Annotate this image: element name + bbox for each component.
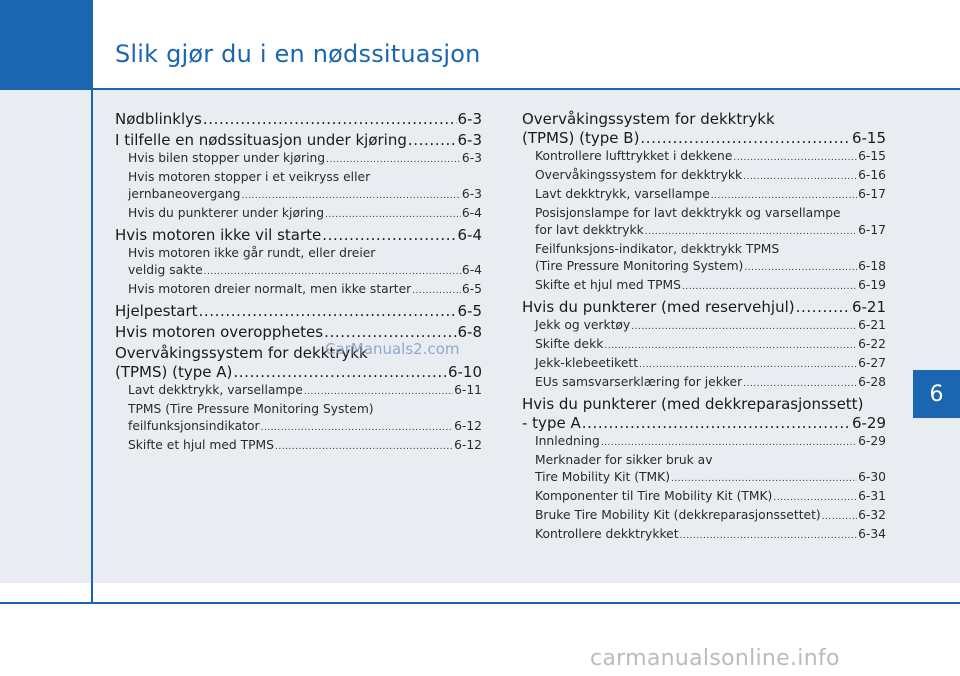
toc-entry-label: Hjelpestart xyxy=(115,302,198,320)
toc-entry[interactable] xyxy=(115,110,482,129)
watermark-footer: carmanualsonline.info xyxy=(590,646,840,671)
toc-entry-page: 6-3 xyxy=(461,187,482,201)
margin-rule xyxy=(91,0,93,603)
dot-leader xyxy=(241,188,460,205)
toc-entry-label: Hvis bilen stopper under kjøring xyxy=(128,151,326,165)
toc-entry-page: 6-28 xyxy=(858,375,886,389)
toc-entry[interactable] xyxy=(522,526,886,545)
dot-leader xyxy=(711,188,857,205)
toc-entry-page: 6-30 xyxy=(858,470,886,484)
toc-entry-label: veldig sakte xyxy=(128,263,203,277)
toc-entry-label: Hvis motoren dreier normalt, men ikke starter xyxy=(128,282,412,296)
dot-leader xyxy=(204,264,461,281)
title-underline xyxy=(92,88,960,90)
dot-leader xyxy=(199,302,457,321)
dot-leader xyxy=(682,279,857,296)
toc-entry[interactable] xyxy=(522,374,886,393)
chapter-corner-block xyxy=(0,0,92,90)
page-title: Slik gjør du i en nødssituasjon xyxy=(115,40,481,68)
toc-entry-page: 6-15 xyxy=(851,129,886,147)
toc-entry-label: Skifte dekk xyxy=(535,337,604,351)
toc-entry-page: 6-31 xyxy=(858,489,886,503)
toc-entry[interactable] xyxy=(115,382,482,401)
dot-leader xyxy=(582,414,851,433)
toc-entry-page: 6-18 xyxy=(858,259,886,273)
dot-leader xyxy=(680,528,858,545)
toc-entry[interactable] xyxy=(115,281,482,300)
toc-entry[interactable] xyxy=(115,169,482,205)
toc-entry-page: 6-12 xyxy=(454,438,482,452)
toc-entry-label: Innledning xyxy=(535,434,600,448)
dot-leader xyxy=(304,384,453,401)
toc-entry[interactable] xyxy=(522,277,886,296)
toc-entry-label: EUs samsvarserklæring for jekker xyxy=(535,375,743,389)
toc-entry-label: Lavt dekktrykk, varsellampe xyxy=(535,187,710,201)
toc-entry[interactable] xyxy=(522,241,886,277)
toc-entry-label: (TPMS) (type A) xyxy=(115,363,233,381)
toc-entry[interactable] xyxy=(522,433,886,452)
dot-leader xyxy=(743,169,857,186)
toc-entry[interactable] xyxy=(115,205,482,224)
toc-entry-page: 6-3 xyxy=(457,110,482,128)
toc-entry[interactable] xyxy=(522,298,886,317)
dot-leader xyxy=(743,376,857,393)
toc-entry-label: Skifte et hjul med TPMS xyxy=(535,278,681,292)
toc-entry-label: (Tire Pressure Monitoring System) xyxy=(535,259,744,273)
toc-entry[interactable] xyxy=(522,167,886,186)
toc-entry[interactable] xyxy=(115,245,482,281)
toc-entry-label: Kontrollere lufttrykket i dekkene xyxy=(535,149,733,163)
toc-entry[interactable] xyxy=(115,150,482,169)
toc-entry-label-line: Merknader for sikker bruk av xyxy=(535,453,713,467)
dot-leader xyxy=(261,420,453,437)
toc-entry-label-line: Overvåkingssystem for dekktrykk xyxy=(115,344,368,362)
chapter-tab[interactable]: 6 xyxy=(913,370,960,418)
toc-entry-label: (TPMS) (type B) xyxy=(522,129,640,147)
toc-entry-page: 6-12 xyxy=(454,419,482,433)
toc-entry[interactable] xyxy=(522,452,886,488)
dot-leader xyxy=(796,298,851,317)
toc-entry[interactable] xyxy=(522,205,886,241)
toc-entry-page: 6-16 xyxy=(858,168,886,182)
toc-entry[interactable] xyxy=(115,302,482,321)
toc-entry-page: 6-21 xyxy=(858,318,886,332)
toc-left-column xyxy=(115,108,482,456)
toc-entry[interactable] xyxy=(522,507,886,526)
dot-leader xyxy=(275,439,453,456)
footer-rule xyxy=(0,602,960,604)
toc-entry[interactable] xyxy=(522,317,886,336)
toc-entry-label-line: Hvis motoren stopper i et veikryss eller xyxy=(128,170,371,184)
toc-entry-page: 6-10 xyxy=(447,363,482,381)
toc-entry-label-line: Feilfunksjons-indikator, dekktrykk TPMS xyxy=(535,242,780,256)
dot-leader xyxy=(233,363,447,382)
toc-entry-page: 6-4 xyxy=(461,263,482,277)
toc-entry-label: Hvis motoren overopphetes xyxy=(115,323,324,341)
dot-leader xyxy=(631,319,857,336)
toc-entry-page: 6-4 xyxy=(457,226,482,244)
toc-entry-label: Kontrollere dekktrykket xyxy=(535,527,679,541)
toc-entry-label: Bruke Tire Mobility Kit (dekkreparasjonssettet) xyxy=(535,508,821,522)
dot-leader xyxy=(773,490,857,507)
toc-entry-page: 6-17 xyxy=(858,223,886,237)
toc-entry-page: 6-5 xyxy=(461,282,482,296)
toc-entry-page: 6-22 xyxy=(858,337,886,351)
toc-right-column xyxy=(522,108,886,545)
toc-entry[interactable] xyxy=(115,437,482,456)
dot-leader xyxy=(408,131,457,150)
toc-entry-page: 6-11 xyxy=(454,383,482,397)
toc-entry[interactable] xyxy=(115,401,482,437)
toc-entry-label: Komponenter til Tire Mobility Kit (TMK) xyxy=(535,489,773,503)
toc-entry-label: Nødblinklys xyxy=(115,110,202,128)
toc-entry[interactable] xyxy=(522,355,886,374)
dot-leader xyxy=(733,150,857,167)
toc-entry-page: 6-3 xyxy=(457,131,482,149)
dot-leader xyxy=(203,110,457,129)
dot-leader xyxy=(322,226,456,245)
toc-entry-label: Lavt dekktrykk, varsellampe xyxy=(128,383,303,397)
toc-entry[interactable] xyxy=(522,336,886,355)
toc-entry-page: 6-27 xyxy=(858,356,886,370)
toc-entry-label-line: Hvis motoren ikke går rundt, eller dreier xyxy=(128,246,376,260)
dot-leader xyxy=(412,283,461,300)
toc-entry[interactable] xyxy=(115,131,482,150)
toc-entry-label-line: Hvis du punkterer (med dekkreparasjonssett) xyxy=(522,395,864,413)
toc-entry[interactable] xyxy=(522,148,886,167)
dot-leader xyxy=(601,435,857,452)
toc-entry-page: 6-34 xyxy=(858,527,886,541)
toc-entry-label: feilfunksjonsindikator xyxy=(128,419,260,433)
toc-entry[interactable] xyxy=(522,110,886,148)
toc-entry-label: Overvåkingssystem for dekktrykk xyxy=(535,168,743,182)
dot-leader xyxy=(326,152,461,169)
toc-entry-page: 6-8 xyxy=(457,323,482,341)
dot-leader xyxy=(645,224,857,241)
dot-leader xyxy=(744,260,857,277)
dot-leader xyxy=(671,471,857,488)
toc-entry[interactable] xyxy=(115,226,482,245)
toc-entry-label: jernbaneovergang xyxy=(128,187,241,201)
toc-entry[interactable] xyxy=(522,488,886,507)
toc-entry[interactable] xyxy=(522,395,886,433)
toc-entry-page: 6-17 xyxy=(858,187,886,201)
toc-entry-label: Jekk og verktøy xyxy=(535,318,631,332)
toc-entry-page: 6-29 xyxy=(851,414,886,432)
toc-entry[interactable] xyxy=(522,186,886,205)
toc-entry-label: - type A xyxy=(522,414,581,432)
toc-entry-label: Hvis du punkterer under kjøring xyxy=(128,206,325,220)
toc-entry-label: Skifte et hjul med TPMS xyxy=(128,438,274,452)
toc-entry-label-line: TPMS (Tire Pressure Monitoring System) xyxy=(128,402,374,416)
toc-entry-page: 6-19 xyxy=(858,278,886,292)
toc-entry-label: for lavt dekktrykk xyxy=(535,223,644,237)
dot-leader xyxy=(640,129,851,148)
toc-entry-page: 6-3 xyxy=(461,151,482,165)
toc-entry-page: 6-32 xyxy=(858,508,886,522)
toc-entry-label-line: Posisjonslampe for lavt dekktrykk og varsellampe xyxy=(535,206,841,220)
dot-leader xyxy=(604,338,857,355)
watermark-inline: CarManuals2.com xyxy=(325,340,460,358)
toc-entry-page: 6-5 xyxy=(457,302,482,320)
dot-leader xyxy=(639,357,857,374)
dot-leader xyxy=(325,207,461,224)
toc-entry-label: Tire Mobility Kit (TMK) xyxy=(535,470,670,484)
toc-entry-page: 6-15 xyxy=(858,149,886,163)
toc-entry-label: Hvis motoren ikke vil starte xyxy=(115,226,322,244)
toc-entry-page: 6-21 xyxy=(851,298,886,316)
toc-entry-label-line: Overvåkingssystem for dekktrykk xyxy=(522,110,775,128)
toc-entry-label: Jekk-klebeetikett xyxy=(535,356,639,370)
toc-entry-label: Hvis du punkterer (med reservehjul) xyxy=(522,298,795,316)
toc-entry-page: 6-29 xyxy=(858,434,886,448)
toc-entry-label: I tilfelle en nødssituasjon under kjøring xyxy=(115,131,407,149)
dot-leader xyxy=(822,509,857,526)
toc-entry-page: 6-4 xyxy=(461,206,482,220)
